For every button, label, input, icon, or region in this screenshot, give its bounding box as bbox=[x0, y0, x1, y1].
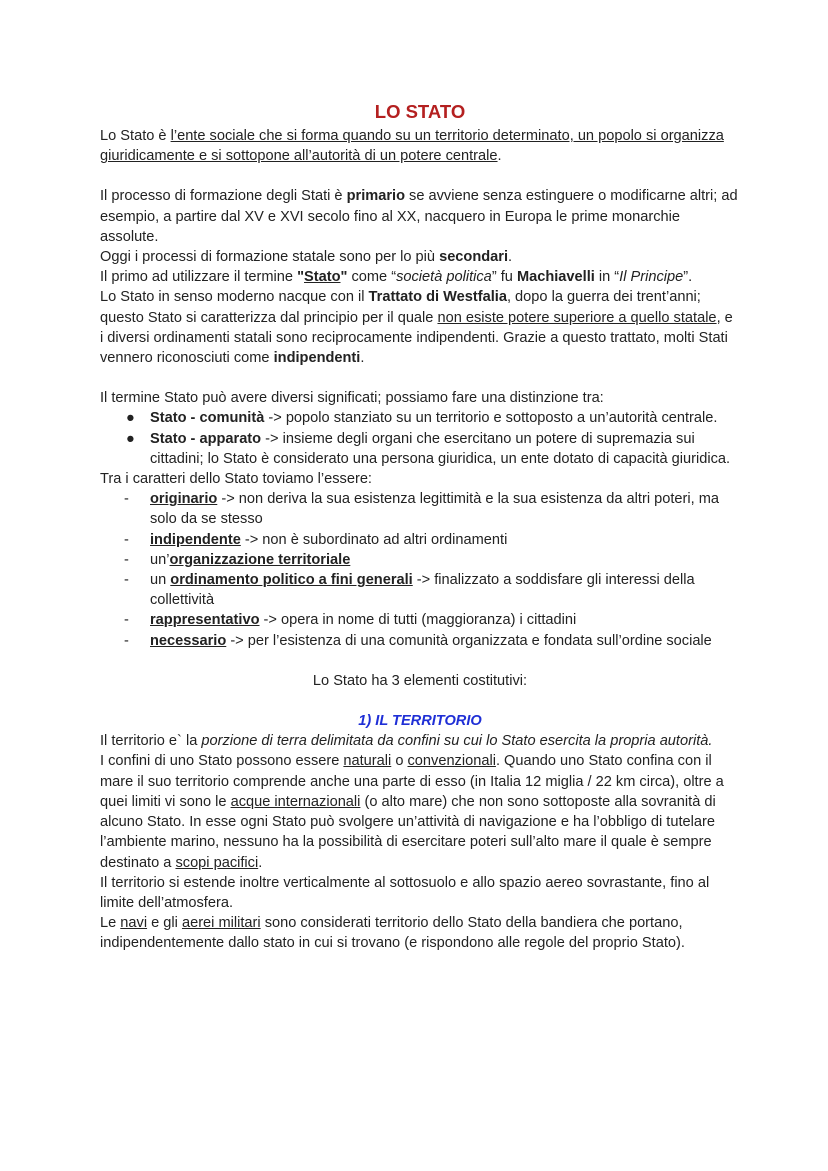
text: . Quando uno Stato confina con il mare il suo territorio comprende anche una parte di esso (in Italia 12 miglia / 22 km circa), oltre a quei limiti vi sono le bbox=[100, 753, 724, 810]
document-body bbox=[100, 100, 740, 954]
text: -> popolo stanziato su un territorio e sottoposto a un’autorità centrale. bbox=[264, 410, 718, 427]
text: , dopo la guerra dei trent’anni; questo Stato si caratterizza dal principio per il quale bbox=[100, 289, 701, 326]
list-item bbox=[100, 550, 740, 570]
paragraph-westfalia bbox=[100, 287, 740, 368]
bold-term: ordinamento politico a fini generali bbox=[170, 572, 413, 589]
list-item bbox=[100, 631, 740, 651]
bold-term: secondari bbox=[439, 249, 509, 266]
bold-term: Machiavelli bbox=[516, 269, 595, 286]
dash-icon: - bbox=[124, 612, 129, 629]
underlined-term: acque internazionali bbox=[230, 793, 361, 810]
text: ”. bbox=[683, 269, 693, 286]
list-item bbox=[100, 429, 740, 469]
paragraph-confini bbox=[100, 751, 740, 872]
text: I confini di uno Stato possono essere bbox=[100, 753, 344, 770]
text: -> non deriva la sua esistenza legittimità e la sua esistenza da altri poteri, ma solo da se stesso bbox=[150, 491, 720, 528]
text: se avviene senza estinguere o modificarne altri; ad esempio, a partire dal XV e XVI secolo fino al XX, nacquero in Europa le prime monarchie assolute. bbox=[100, 188, 738, 245]
bold-term: Stato bbox=[304, 269, 341, 286]
paragraph-formation bbox=[100, 186, 740, 247]
text: . bbox=[258, 854, 263, 871]
bold-term: rappresentativo bbox=[150, 612, 260, 629]
text: -> finalizzato a soddisfare gli interessi della collettività bbox=[150, 572, 695, 609]
text: Oggi i processi di formazione statale sono per lo più bbox=[100, 249, 440, 266]
text: . bbox=[360, 350, 365, 367]
bold-term: Stato - comunità bbox=[150, 410, 265, 427]
text: -> insieme degli organi che esercitano un potere di supremazia sui cittadini; lo Stato è considerato una persona giuridica, un ente dotato di capacità giuridica. bbox=[150, 430, 731, 467]
list-item bbox=[100, 570, 740, 610]
text: un’ bbox=[150, 551, 170, 568]
text: Lo Stato è bbox=[100, 128, 171, 144]
text: ” fu bbox=[491, 269, 517, 286]
list-item bbox=[100, 610, 740, 630]
paragraph-features: Tra i caratteri dello Stato toviamo l’essere: bbox=[100, 471, 372, 488]
quote: " bbox=[297, 269, 305, 286]
paragraph-navi bbox=[100, 913, 740, 953]
text: o bbox=[391, 753, 408, 770]
text: . bbox=[508, 249, 513, 266]
text: , e i diversi ordinamenti statali sono reciprocamente indipendenti. Grazie a questo trattato, molti Stati vennero riconosciuti come bbox=[100, 309, 733, 367]
underlined-term: convenzionali bbox=[407, 753, 496, 770]
list-item bbox=[100, 408, 740, 428]
text: Il primo ad utilizzare il termine bbox=[100, 269, 298, 286]
quote: " bbox=[340, 269, 348, 286]
definition-underlined: l’ente sociale che si forma quando su un territorio determinato, un popolo si organizza giuridicamente e si sottopone all’autorità di un potere centrale bbox=[100, 128, 724, 165]
dash-icon: - bbox=[124, 632, 129, 649]
text: . bbox=[497, 148, 502, 165]
meanings-list bbox=[100, 408, 740, 469]
text: sono considerati territorio dello Stato della bandiera che portano, indipendentemente dallo stato in cui si trovano (e rispondono alle regole del proprio Stato). bbox=[100, 915, 685, 952]
bold-term: necessario bbox=[150, 632, 227, 649]
dash-icon: - bbox=[124, 551, 129, 568]
text: Il processo di formazione degli Stati è bbox=[100, 188, 347, 205]
text: Il territorio e` la bbox=[100, 733, 202, 750]
text: . bbox=[708, 733, 713, 750]
underlined-term: scopi pacifici bbox=[175, 854, 259, 871]
elements-intro: Lo Stato ha 3 elementi costitutivi: bbox=[312, 672, 528, 689]
paragraph-territorio-def bbox=[100, 731, 740, 751]
text: in “ bbox=[594, 269, 620, 286]
underlined-text: non esiste potere superiore a quello statale bbox=[437, 309, 717, 326]
text: -> non è subordinato ad altri ordinamenti bbox=[240, 531, 508, 548]
paragraph-machiavelli bbox=[100, 267, 740, 287]
section-heading-territorio: 1) IL TERRITORIO bbox=[358, 713, 482, 730]
italic-definition: porzione di terra delimitata da confini su cui lo Stato esercita la propria autorità bbox=[201, 733, 709, 750]
bold-term: Trattato di Westfalia bbox=[368, 289, 507, 306]
bold-term: originario bbox=[150, 491, 218, 508]
page-title: LO STATO bbox=[374, 101, 466, 122]
underlined-term: naturali bbox=[343, 753, 392, 770]
bold-term: indipendente bbox=[150, 531, 241, 548]
bold-term: Stato - apparato bbox=[150, 430, 262, 447]
underlined-term: aerei militari bbox=[181, 915, 261, 932]
dash-icon: - bbox=[124, 531, 129, 548]
bullet-icon: ● bbox=[126, 410, 135, 427]
bullet-icon: ● bbox=[126, 430, 135, 447]
paragraph-meanings: Il termine Stato può avere diversi significati; possiamo fare una distinzione tra: bbox=[100, 390, 604, 407]
text: -> opera in nome di tutti (maggioranza) i cittadini bbox=[259, 612, 577, 629]
list-item bbox=[100, 489, 740, 529]
text: e gli bbox=[147, 915, 182, 932]
text: -> per l’esistenza di una comunità organizzata e fondata sull’ordine sociale bbox=[226, 632, 712, 649]
features-list bbox=[100, 489, 740, 651]
bold-term: primario bbox=[346, 188, 405, 205]
bold-term: indipendenti bbox=[273, 350, 361, 367]
dash-icon: - bbox=[124, 572, 129, 589]
italic-term: Il Principe bbox=[619, 269, 684, 286]
bold-term: organizzazione territoriale bbox=[169, 551, 351, 568]
italic-term: società politica bbox=[396, 269, 492, 286]
paragraph-secondary bbox=[100, 247, 740, 267]
text: un bbox=[150, 572, 171, 589]
text: (o alto mare) che non sono sottoposte alla sovranità di alcuno Stato. In esse ogni Stato può svolgere un’attività di navigazione e ha l’obbligo di tutelare l’ambiente marino, nessuno ha la possibilità di esercitare poteri sull’alto mare il quale è sempre destinato a bbox=[100, 793, 716, 871]
text: come “ bbox=[347, 269, 397, 286]
dash-icon: - bbox=[124, 491, 129, 508]
list-item bbox=[100, 530, 740, 550]
paragraph-spazio-aereo: Il territorio si estende inoltre verticalmente al sottosuolo e allo spazio aereo sovrastante, fino al limite dell’atmosfera. bbox=[100, 874, 710, 911]
text: Lo Stato in senso moderno nacque con il bbox=[100, 289, 369, 306]
text: Le bbox=[100, 915, 121, 932]
underlined-term: navi bbox=[120, 915, 148, 932]
intro-paragraph bbox=[100, 126, 740, 166]
